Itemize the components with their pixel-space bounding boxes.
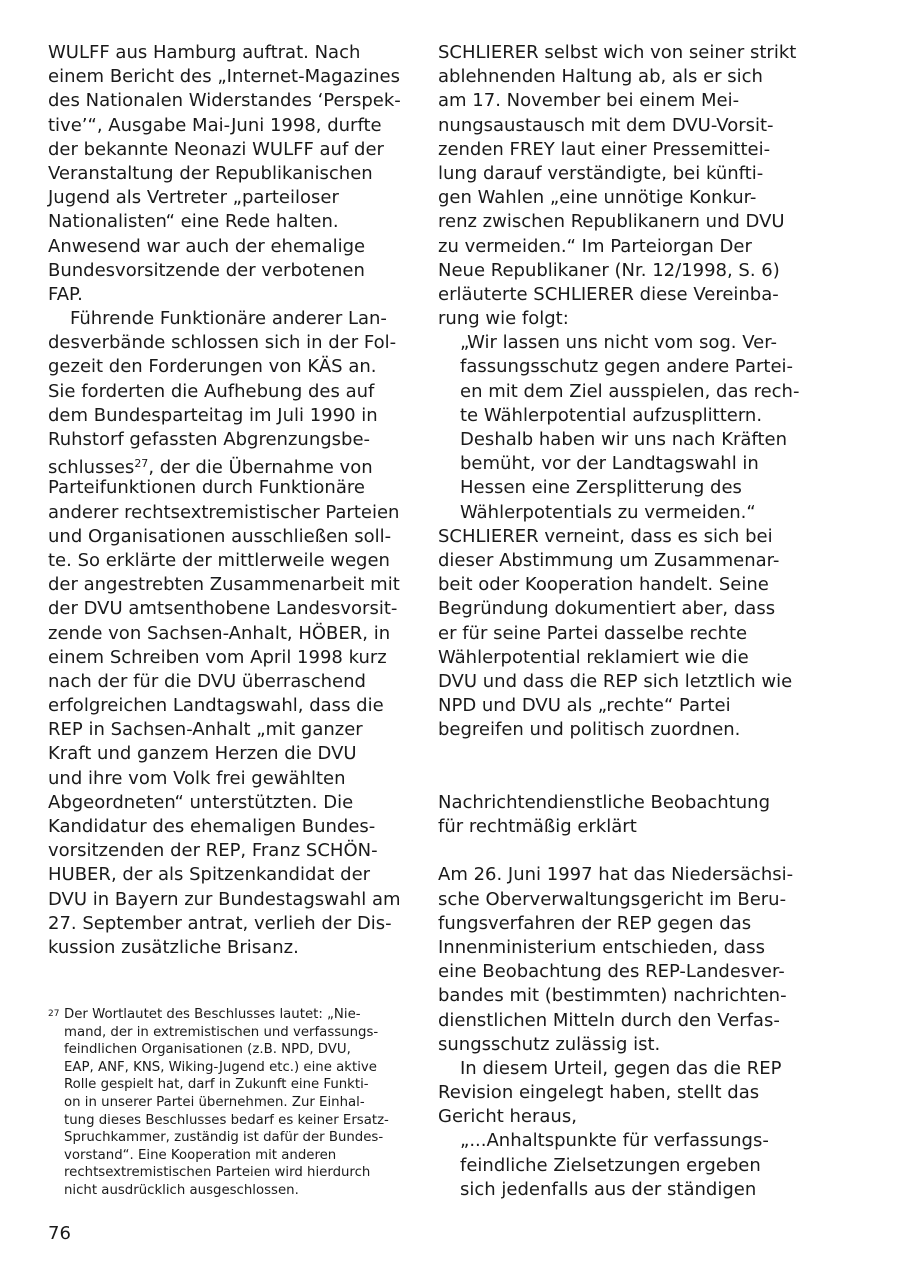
text-line: vorsitzenden der REP, Franz SCHÖN- [48,840,378,862]
text-line: beit oder Kooperation handelt. Seine [438,574,769,596]
text-line: Innenministerium entschieden, dass [438,936,765,958]
text-line: am 17. November bei einem Mei- [438,90,740,112]
text-line: der bekannte Neonazi WULFF auf der [48,138,384,160]
quote-line: „...Anhaltspunkte für verfassungs- [460,1130,769,1152]
text-line: gezeit den Forderungen von KÄS an. [48,356,377,378]
text-line-with-footnote [48,452,410,479]
right-column [438,41,800,1202]
text-line: fungsverfahren der REP gegen das [438,912,752,934]
quote-line: te Wählerpotential aufzusplittern. [460,404,763,426]
text-line: Kraft und ganzem Herzen die DVU [48,743,357,765]
text-line: dem Bundesparteitag im Juli 1990 in [48,404,378,426]
text-line: DVU und dass die REP sich letztlich wie [438,670,793,692]
quote-line: bemüht, vor der Landtagswahl in [460,453,759,475]
quote-line: feindliche Zielsetzungen ergeben [460,1154,761,1176]
text-line: DVU in Bayern zur Bundestagswahl am [48,888,401,910]
text-line: REP in Sachsen-Anhalt „mit ganzer [48,719,363,741]
text-line: ablehnenden Haltung ab, als er sich [438,66,763,88]
text-line: lung darauf verständigte, bei künfti- [438,162,764,184]
text-fragment: schlusses [48,457,135,479]
footnote-line: nicht ausdrücklich ausgeschlossen. [64,1182,299,1198]
text-line: renz zwischen Republikanern und DVU [438,211,785,233]
text-line: Sie forderten die Aufhebung des auf [48,380,375,402]
text-line: bandes mit (bestimmten) nachrichten- [438,985,787,1007]
text-line: Bundesvorsitzende der verbotenen [48,259,365,281]
text-line: zu vermeiden.“ Im Parteiorgan Der [438,235,752,257]
footnote-line: Rolle gespielt hat, darf in Zukunft eine Funkti- [64,1077,369,1093]
text-line: er für seine Partei dasselbe rechte [438,622,748,644]
text-line: zenden FREY laut einer Pressemittei- [438,138,771,160]
text-line: Veranstaltung der Republikanischen [48,162,373,184]
footnote-reference[interactable]: 27 [134,457,149,471]
text-line: Wählerpotential reklamiert wie die [438,646,749,668]
text-line: Nationalisten“ eine Rede halten. [48,211,339,233]
text-line: WULFF aus Hamburg auftrat. Nach [48,42,361,63]
text-line: Abgeordneten“ unterstützten. Die [48,791,354,813]
text-line: nach der für die DVU überraschend [48,670,366,692]
quote-line: fassungsschutz gegen andere Partei- [460,356,794,378]
spacer [438,839,800,863]
text-line: des Nationalen Widerstandes ‘Perspek- [48,90,401,112]
text-line: der DVU amtsenthobene Landesvorsit- [48,598,398,620]
text-line: einem Bericht des „Internet-Magazines [48,66,400,88]
text-line: eine Beobachtung des REP-Landesver- [438,961,785,983]
text-line: Gericht heraus, [438,1106,577,1128]
footnote-line: rechtsextremistischen Parteien wird hierdurch [64,1165,371,1181]
text-line: erfolgreichen Landtagswahl, dass die [48,695,384,717]
text-line: tive’“, Ausgabe Mai-Juni 1998, durfte [48,114,382,136]
text-line: einem Schreiben vom April 1998 kurz [48,646,387,668]
left-column [48,41,410,960]
quote-line: Hessen eine Zersplitterung des [460,477,742,499]
text-fragment: , der die Übernahme von [148,457,373,479]
text-line: Anwesend war auch der ehemalige [48,235,366,257]
text-line: Begründung dokumentiert aber, dass [438,598,776,620]
text-line: Revision eingelegt haben, stellt das [438,1082,760,1104]
section-heading: Nachrichtendienstliche Beobachtung [438,791,770,813]
footnote-text: Der Wortlautet des Beschlusses lautet: „Nie- [64,1007,361,1022]
text-line: sungsschutz zulässig ist. [438,1033,661,1055]
footnote-line: on in unserer Partei übernehmen. Zur Einhal- [64,1094,365,1110]
text-line: nungsaustausch mit dem DVU-Vorsit- [438,114,774,136]
text-line: gen Wahlen „eine unnötige Konkur- [438,187,757,209]
text-line: SCHLIERER selbst wich von seiner strikt [438,42,797,63]
text-line: anderer rechtsextremistischer Parteien [48,501,400,523]
text-line: sche Oberverwaltungsgericht im Beru- [438,888,787,910]
text-line: Parteifunktionen durch Funktionäre [48,477,365,499]
text-line: FAP. [48,283,83,305]
text-line: NPD und DVU als „rechte“ Partei [438,695,731,717]
text-line: te. So erklärte der mittlerweile wegen [48,549,390,571]
text-line: Am 26. Juni 1997 hat das Niedersächsi- [438,864,794,886]
text-line: In diesem Urteil, gegen das die REP [460,1057,782,1079]
text-line: der angestrebten Zusammenarbeit mit [48,574,400,596]
spacer [438,742,800,766]
quote-line: Deshalb haben wir uns nach Kräften [460,429,787,450]
text-line: Jugend als Vertreter „parteiloser [48,187,339,209]
text-line: 27. September antrat, verlieh der Dis- [48,912,392,934]
footnote-line: mand, der in extremistischen und verfassungs- [64,1024,379,1040]
text-line: Kandidatur des ehemaligen Bundes- [48,816,376,837]
text-line: dieser Abstimmung um Zusammenar- [438,549,780,571]
quote-line: sich jedenfalls aus der ständigen [460,1178,757,1200]
quote-line: „Wir lassen uns nicht vom sog. Ver- [460,332,777,354]
text-line: kussion zusätzliche Brisanz. [48,936,299,958]
footnote-line: tung dieses Beschlusses bedarf es keiner Ersatz- [64,1112,389,1128]
text-line: HUBER, der als Spitzenkandidat der [48,864,371,886]
text-line: rung wie folgt: [438,308,569,330]
spacer [438,767,800,791]
page-number: 76 [48,1223,71,1244]
text-line: SCHLIERER verneint, dass es sich bei [438,525,773,547]
footnote-line [48,1006,410,1024]
footnote-line: Spruchkammer, zuständig ist dafür der Bundes- [64,1130,384,1146]
text-line: und ihre vom Volk frei gewählten [48,767,346,789]
text-line: Ruhstorf gefassten Abgrenzungsbe- [48,429,371,450]
text-line: dienstlichen Mitteln durch den Verfas- [438,1009,780,1031]
text-line: desverbände schlossen sich in der Fol- [48,332,397,354]
text-line: und Organisationen ausschließen soll- [48,525,392,547]
text-line: begreifen und politisch zuordnen. [438,719,741,741]
quote-line: en mit dem Ziel ausspielen, das rech- [460,380,800,402]
text-line: zende von Sachsen-Anhalt, HÖBER, in [48,622,391,644]
text-line: erläuterte SCHLIERER diese Vereinba- [438,283,779,305]
section-heading: für rechtmäßig erklärt [438,816,637,837]
footnote-line: feindlichen Organisationen (z.B. NPD, DVU, [64,1042,351,1058]
footnote-line: EAP, ANF, KNS, Wiking-Jugend etc.) eine aktive [64,1059,377,1075]
quote-line: Wählerpotentials zu vermeiden.“ [460,501,756,523]
text-line: Führende Funktionäre anderer Lan- [70,308,387,330]
footnote-line: vorstand“. Eine Kooperation mit anderen [64,1147,337,1163]
footnote-number: 27 [48,1009,60,1019]
footnote [48,1006,410,1200]
text-line: Neue Republikaner (Nr. 12/1998, S. 6) [438,259,780,281]
